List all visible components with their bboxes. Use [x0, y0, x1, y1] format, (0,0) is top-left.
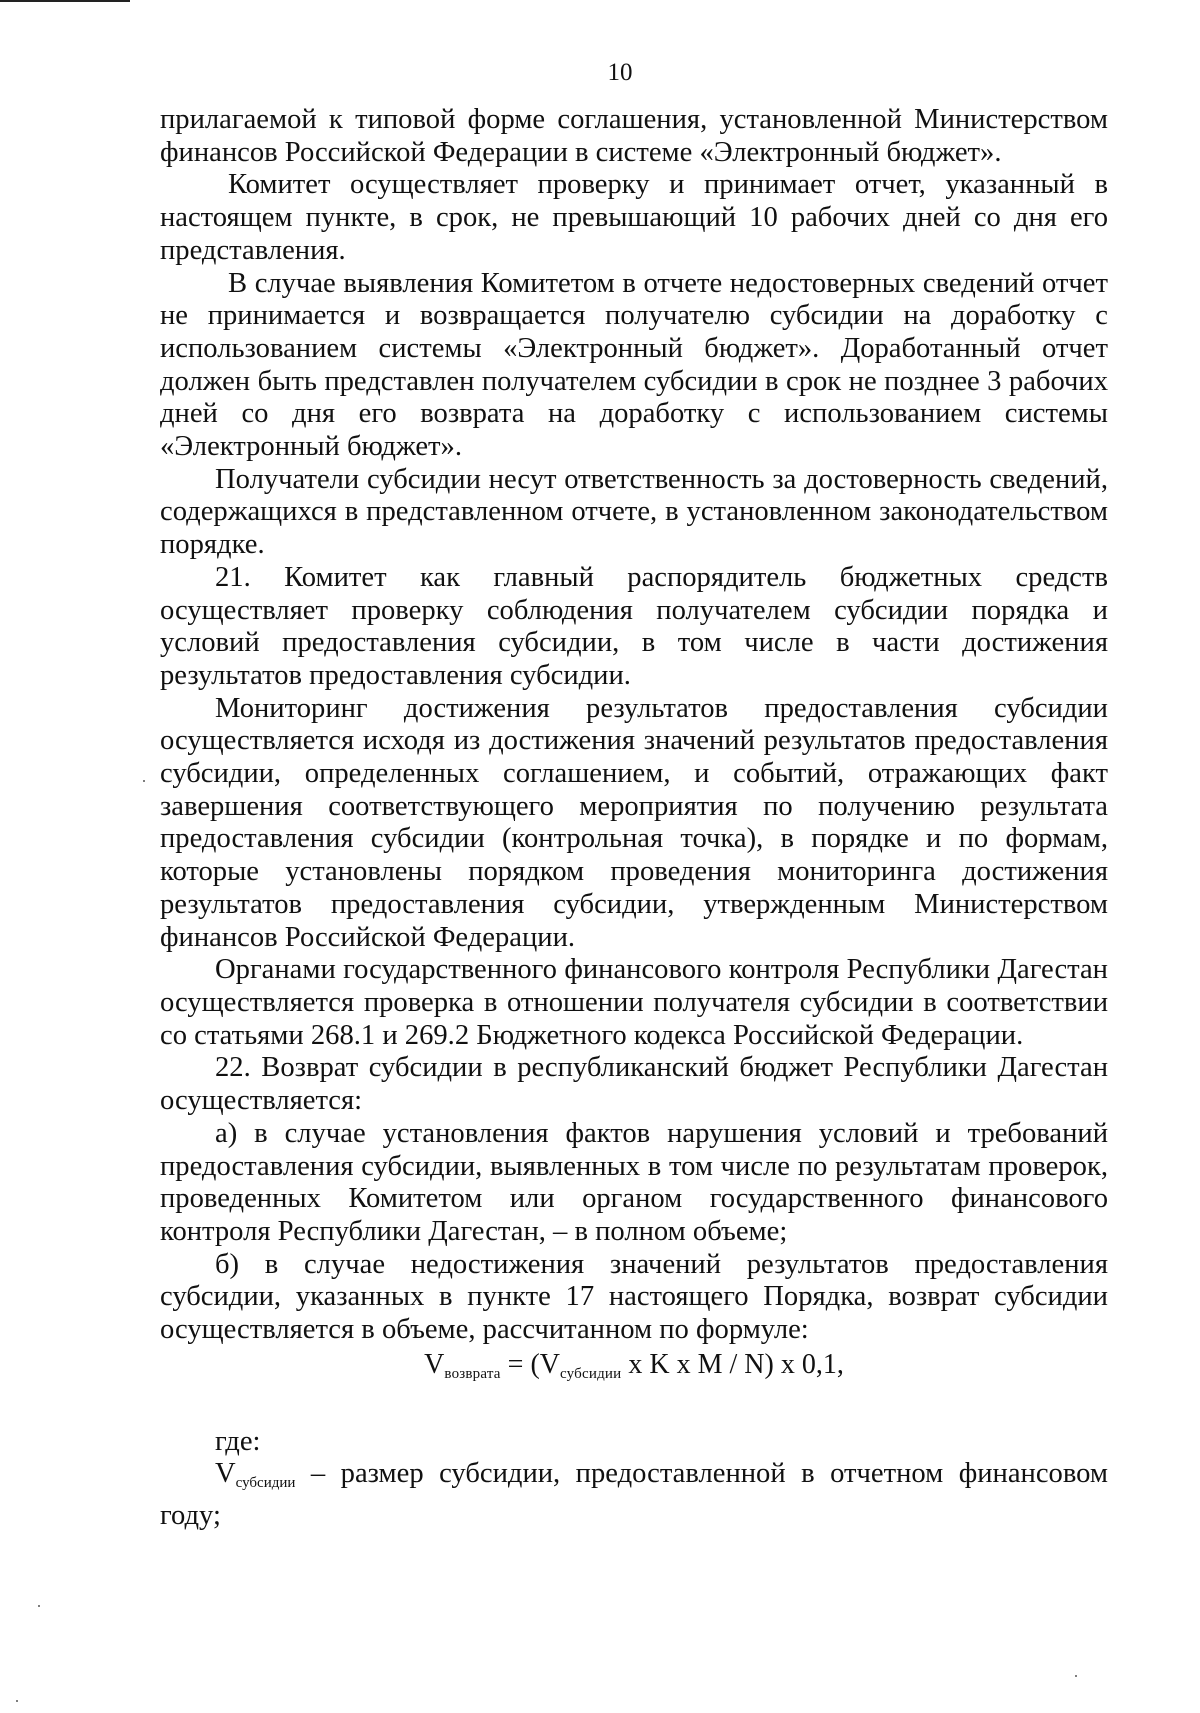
paragraph: Органами государственного финансового контроля Республики Дагестан осуществляется проверка в отношении получателя субсидии в соответствии со статьями 268.1 и 269.2 Бюджетного кодекса Российской Федерации. — [160, 954, 1108, 1051]
formula-symbol: V — [424, 1348, 445, 1380]
return-formula — [160, 1347, 1108, 1392]
definition-subscript: субсидии — [235, 1475, 296, 1492]
paragraph: Мониторинг достижения результатов предоставления субсидии осуществляется исходя из достижения значений результатов предоставления субсидии, определенных соглашением, и событий, отражающих факт завершения соответствующего мероприятия по получению результата предоставления субсидии (контрольная точка), в порядке и по формам, которые установлены порядком проведения мониторинга достижения результатов предоставления субсидии, утвержденным Министерством финансов Российской Федерации. — [160, 692, 1108, 953]
document-body — [160, 104, 1108, 1533]
page-number: 10 — [607, 59, 633, 86]
where-label: где: — [215, 1425, 261, 1457]
definition-text: – размер субсидии, предоставленной в отчетном финансовом году; — [160, 1458, 1108, 1532]
paragraph: б) в случае недостижения значений результатов предоставления субсидии, указанных в пункте 17 настоящего Порядка, возврат субсидии осуществляется в объеме, рассчитанном по формуле: — [160, 1248, 1108, 1346]
paragraph: а) в случае установления фактов нарушения условий и требований предоставления субсидии, выявленных в том числе по результатам проверок, проведенных Комитетом или органом государственного финансового контроля Республики Дагестан, – в полном объеме; — [160, 1117, 1108, 1247]
paragraph: 21. Комитет как главный распорядитель бюджетных средств осуществляет проверку соблюдения получателем субсидии порядка и условий предоставления субсидии, в том числе в части достижения результатов предоставления субсидии. — [160, 561, 1108, 691]
paragraph: Получатели субсидии несут ответственность за достоверность сведений, содержащихся в представленном отчете, в установленном законодательством порядке. — [160, 463, 1108, 561]
formula-subscript: возврата — [444, 1365, 501, 1382]
formula-subscript: субсидии — [560, 1365, 622, 1382]
scan-speck — [1075, 1675, 1077, 1677]
scan-speck — [16, 1700, 18, 1702]
paragraph: прилагаемой к типовой форме соглашения, установленной Министерством финансов Российской Федерации в системе «Электронный бюджет». — [160, 104, 1108, 168]
scan-speck — [38, 1605, 40, 1607]
formula-part: = (V — [500, 1348, 560, 1380]
scan-edge-mark — [0, 0, 130, 2]
definition-symbol: V — [215, 1458, 236, 1490]
definition-paragraph — [160, 1458, 1108, 1532]
paragraph: В случае выявления Комитетом в отчете недостоверных сведений отчет не принимается и возвращается получателю субсидии на доработку с использованием системы «Электронный бюджет». Доработанный отчет должен быть представлен получателем субсидии в срок не позднее 3 рабочих дней со дня его возврата на доработку с использованием системы «Электронный бюджет». — [160, 267, 1108, 463]
paragraph: 22. Возврат субсидии в республиканский бюджет Республики Дагестан осуществляется: — [160, 1052, 1108, 1117]
paragraph: Комитет осуществляет проверку и принимает отчет, указанный в настоящем пункте, в срок, не превышающий 10 рабочих дней со дня его представления. — [160, 169, 1108, 266]
formula-part: x K x M / N) x 0,1, — [621, 1348, 844, 1380]
scan-speck — [143, 780, 145, 782]
